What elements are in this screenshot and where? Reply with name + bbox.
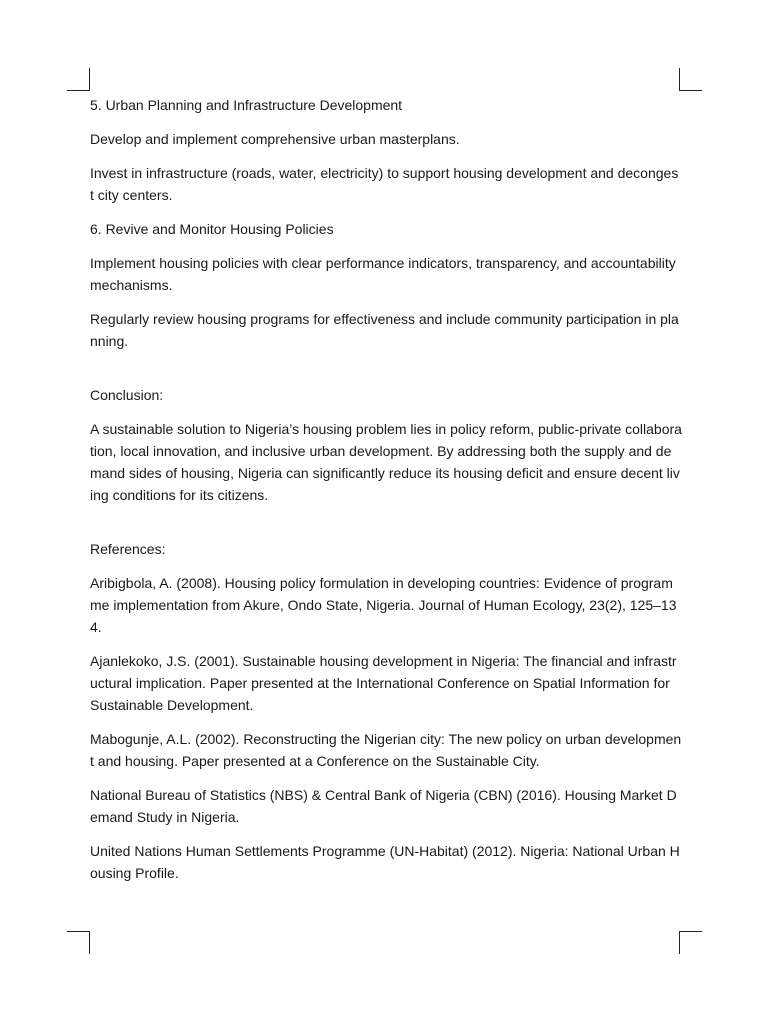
paragraph-infrastructure: Invest in infrastructure (roads, water, electricity) to support housing development and decongest city centers. <box>90 165 679 203</box>
paragraph-masterplans: Develop and implement comprehensive urban masterplans. <box>90 131 460 147</box>
paragraph-program-review: Regularly review housing programs for effectiveness and include community participation in planning. <box>90 311 679 349</box>
spacer <box>90 518 682 538</box>
section-heading-housing-policies: 6. Revive and Monitor Housing Policies <box>90 221 334 237</box>
paragraph-policy-indicators: Implement housing policies with clear performance indicators, transparency, and accountability mechanisms. <box>90 255 676 293</box>
reference-item: National Bureau of Statistics (NBS) & Central Bank of Nigeria (CBN) (2016). Housing Market Demand Study in Nigeria. <box>90 787 677 825</box>
reference-item: Aribigbola, A. (2008). Housing policy formulation in developing countries: Evidence of programme implementation from Akure, Ondo State, Nigeria. Journal of Human Ecology, 23(2), 125–134. <box>90 575 677 635</box>
references-heading: References: <box>90 541 166 557</box>
spacer <box>90 364 682 384</box>
conclusion-paragraph: A sustainable solution to Nigeria’s housing problem lies in policy reform, public-private collaboration, local innovation, and inclusive urban development. By addressing both the supply and demand sides of housing, Nigeria can significantly reduce its housing deficit and ensure decent living conditions for its citizens. <box>90 421 682 503</box>
reference-item: Ajanlekoko, J.S. (2001). Sustainable housing development in Nigeria: The financial and infrastructural implication. Paper presented at the International Conference on Spatial Information for Sustainable Development. <box>90 653 677 713</box>
reference-item: United Nations Human Settlements Programme (UN-Habitat) (2012). Nigeria: National Urban Housing Profile. <box>90 843 680 881</box>
document-page <box>90 94 682 896</box>
crop-mark-bottom-right <box>679 931 702 954</box>
crop-mark-bottom-left <box>67 931 90 954</box>
crop-mark-top-left <box>67 68 90 91</box>
conclusion-heading: Conclusion: <box>90 387 164 403</box>
reference-item: Mabogunje, A.L. (2002). Reconstructing the Nigerian city: The new policy on urban development and housing. Paper presented at a Conference on the Sustainable City. <box>90 731 682 769</box>
section-heading-urban-planning: 5. Urban Planning and Infrastructure Development <box>90 97 403 113</box>
crop-mark-top-right <box>679 68 702 91</box>
